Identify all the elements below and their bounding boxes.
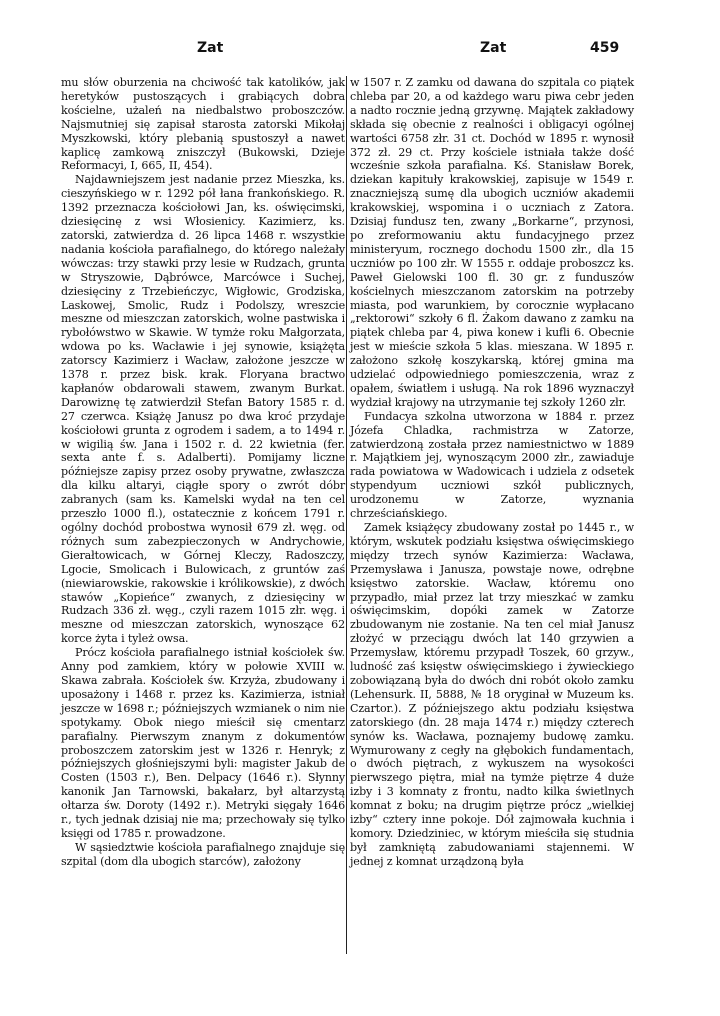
- right-column: [350, 76, 634, 869]
- paragraph: W sąsiedztwie kościoła parafialnego znajduje się szpital (dom dla ubogich starców), założony: [61, 840, 345, 868]
- running-head: [0, 40, 720, 62]
- running-head-right: Zat: [480, 40, 507, 56]
- page-number: 459: [590, 40, 620, 56]
- paragraph: w 1507 r. Z zamku od dawana do szpitala co piątek chleba par 20, a od każdego waru piwa cebr jeden a nadto rocznie jedną grzywnę. Majątek zakładowy składa się obecnie z realności i obligacyi ogólnej wartości 6758 złr. 31 ct. Dochód w 1895 r. wynosił 372 zł. 29 ct. Przy kościele istniała także dość wcześnie szkoła parafialna. Kś. Stanisław Borek, dziekan kapituły krakowskiej, zapisuje w 1549 r. znaczniejszą sumę dla ubogich uczniów akademii krakowskiej, wspomina i o uczniach z Zatora. Dzisiaj fundusz ten, zwany „Borkarne“, przynosi, po zreformowaniu aktu fundacyjnego przez ministeryum, rocznego dochodu 1500 złr., dla 15 uczniów po 100 złr. W 1555 r. oddaje proboszcz ks. Paweł Gielowski 100 fl. 30 gr. z funduszów kościelnych mieszczanom zatorskim na potrzeby miasta, pod warunkiem, by corocznie wypłacano „rektorowi“ szkoły 6 fl. Żakom dawano z zamku na piątek chleba par 4, piwa konew i kufli 6. Obecnie jest w mieście szkoła 5 klas. mieszana. W 1895 r. założono szkołę koszykarską, której gmina ma udzielać odpowiedniego pomieszczenia, wraz z opałem, światłem i usługą. Na rok 1896 wyznaczył wydział krajowy na utrzymanie tej szkoły 1260 złr.: [350, 76, 634, 409]
- paragraph: mu słów oburzenia na chciwość tak katolików, jak heretyków pustoszących i grabiących dobra kościelne, użaleń na niedbalstwo proboszczów. Najsmutniej się zapisał starosta zatorski Mikołaj Myszkowski, który plebanią spustoszył a nawet kaplicę zamkową zniszczył (Bukowski, Dzieje Reformacyi, I, 665, II, 454).: [61, 76, 345, 173]
- paragraph: Najdawniejszem jest nadanie przez Mieszka, ks. cieszyńskiego w r. 1292 pół łana frankońskiego. R. 1392 przeznacza kościołowi Jan, ks. oświęcimski, dziesięcinę z wsi Włosienicy. Kazimierz, ks. zatorski, zatwierdza d. 26 lipca 1468 r. wszystkie nadania kościoła parafialnego, do którego należały wówczas: trzy stawki przy lesie w Rudzach, grunta w Stryszowie, Dąbrówce, Marcówce i Suchej, dziesięciny z Trzebieńczyc, Wigłowic, Grodziska, Laskowej, Smolic, Rudz i Podolszy, wreszcie meszne od mieszczan zatorskich, wolne pastwiska i rybołówstwo w Skawie. W tymże roku Małgorzata, wdowa po ks. Wacławie i jej synowie, książęta zatorscy Kazimierz i Wacław, założone jeszcze w 1378 r. przez bisk. krak. Floryana bractwo kapłanów obdarowali stawem, zwanym Burkat. Darowiznę tę zatwierdził Stefan Batory 1585 r. d. 27 czerwca. Książę Janusz po dwa kroć przydaje kościołowi grunta z ogrodem i sadem, a to 1494 r. w wigilią św. Jana i 1502 r. d. 22 kwietnia (fer. sexta ante f. s. Adalberti). Pomijamy liczne późniejsze zapisy przez osoby prywatne, zwłaszcza dla kilku altaryi, ciągłe spory o zwrót dóbr zabranych (sam ks. Kamelski wydał na ten cel przeszło 1000 fl.), ostatecznie z końcem 1791 r. ogólny dochód probostwa wynosił 679 zł. węg. od różnych sum zabezpieczonych w Andrychowie, Gierałtowicach, w Górnej Kleczy, Radoszczy, Lgocie, Smolicach i Bulowicach, z gruntów zaś (niewiarowskie, rakowskie i królikowskie), z dwóch stawów „Kopieńce“ zwanych, z dziesięciny w Rudzach 336 zł. węg., czyli razem 1015 złr. węg. i meszne od mieszczan zatorskich, wynoszące 62 korce żyta i tyleż owsa.: [61, 173, 345, 646]
- paragraph: Zamek książęcy zbudowany został po 1445 r., w którym, wskutek podziału księstwa oświęcimskiego między trzech synów Kazimierza: Wacława, Przemysława i Janusza, powstaje nowe, odrębne księstwo zatorskie. Wacław, któremu ono przypadło, miał przez lat trzy mieszkać w zamku oświęcimskim, dopóki zamek w Zatorze zbudowanym nie zostanie. Na ten cel miał Janusz złożyć w przeciągu dwóch lat 140 grzywien a Przemysław, któremu przypadł Toszek, 60 grzyw., ludność zaś księstw oświęcimskiego i żywieckiego zobowiązaną była do dwóch dni robót około zamku (Lehensurk. II, 5888, № 18 oryginał w Muzeum ks. Czartor.). Z późniejszego aktu podziału księstwa zatorskiego (dn. 28 maja 1474 r.) między czterech synów ks. Wacława, poznajemy budowę zamku. Wymurowany z cegły na głębokich fundamentach, o dwóch piętrach, z wykuszem na wysokości pierwszego piętra, miał na tymże piętrze 4 duże izby i 3 komnaty z frontu, nadto kilka świetlnych komnat z boku; na drugim piętrze prócz „wielkiej izby“ cztery inne pokoje. Dół zajmowała kuchnia i komory. Dziedziniec, w którym mieściła się studnia był zamkniętą zabudowaniami stajennemi. W jednej z komnat urządzoną była: [350, 521, 634, 868]
- left-column: [61, 76, 345, 869]
- running-head-left: Zat: [197, 40, 224, 56]
- paragraph: Fundacya szkolna utworzona w 1884 r. przez Józefa Chladka, rachmistrza w Zatorze, zatwierdzoną została przez namiestnictwo w 1889 r. Majątkiem jej, wynoszącym 2000 złr., zawiaduje rada powiatowa w Wadowicach i udziela z odsetek stypendyum uczniowi szkół publicznych, urodzonemu w Zatorze, wyznania chrześciańskiego.: [350, 409, 634, 521]
- paragraph: Prócz kościoła parafialnego istniał kościołek św. Anny pod zamkiem, który w połowie XVIII w. Skawa zabrała. Kościołek św. Krzyża, zbudowany i uposażony i 1468 r. przez ks. Kazimierza, istniał jeszcze w 1698 r.; późniejszych wzmianek o nim nie spotykamy. Obok niego mieścił się cmentarz parafialny. Pierwszym znanym z dokumentów proboszczem zatorskim jest w 1326 r. Henryk; z późniejszych głośniejszymi byli: magister Jakub de Costen (1503 r.), Ben. Delpacy (1646 r.). Słynny kanonik Jan Tarnowski, bakałarz, był altarzystą ołtarza św. Doroty (1492 r.). Metryki sięgały 1646 r., tych jednak dzisiaj nie ma; przechowały się tylko księgi od 1785 r. prowadzone.: [61, 646, 345, 840]
- column-divider: [346, 76, 347, 954]
